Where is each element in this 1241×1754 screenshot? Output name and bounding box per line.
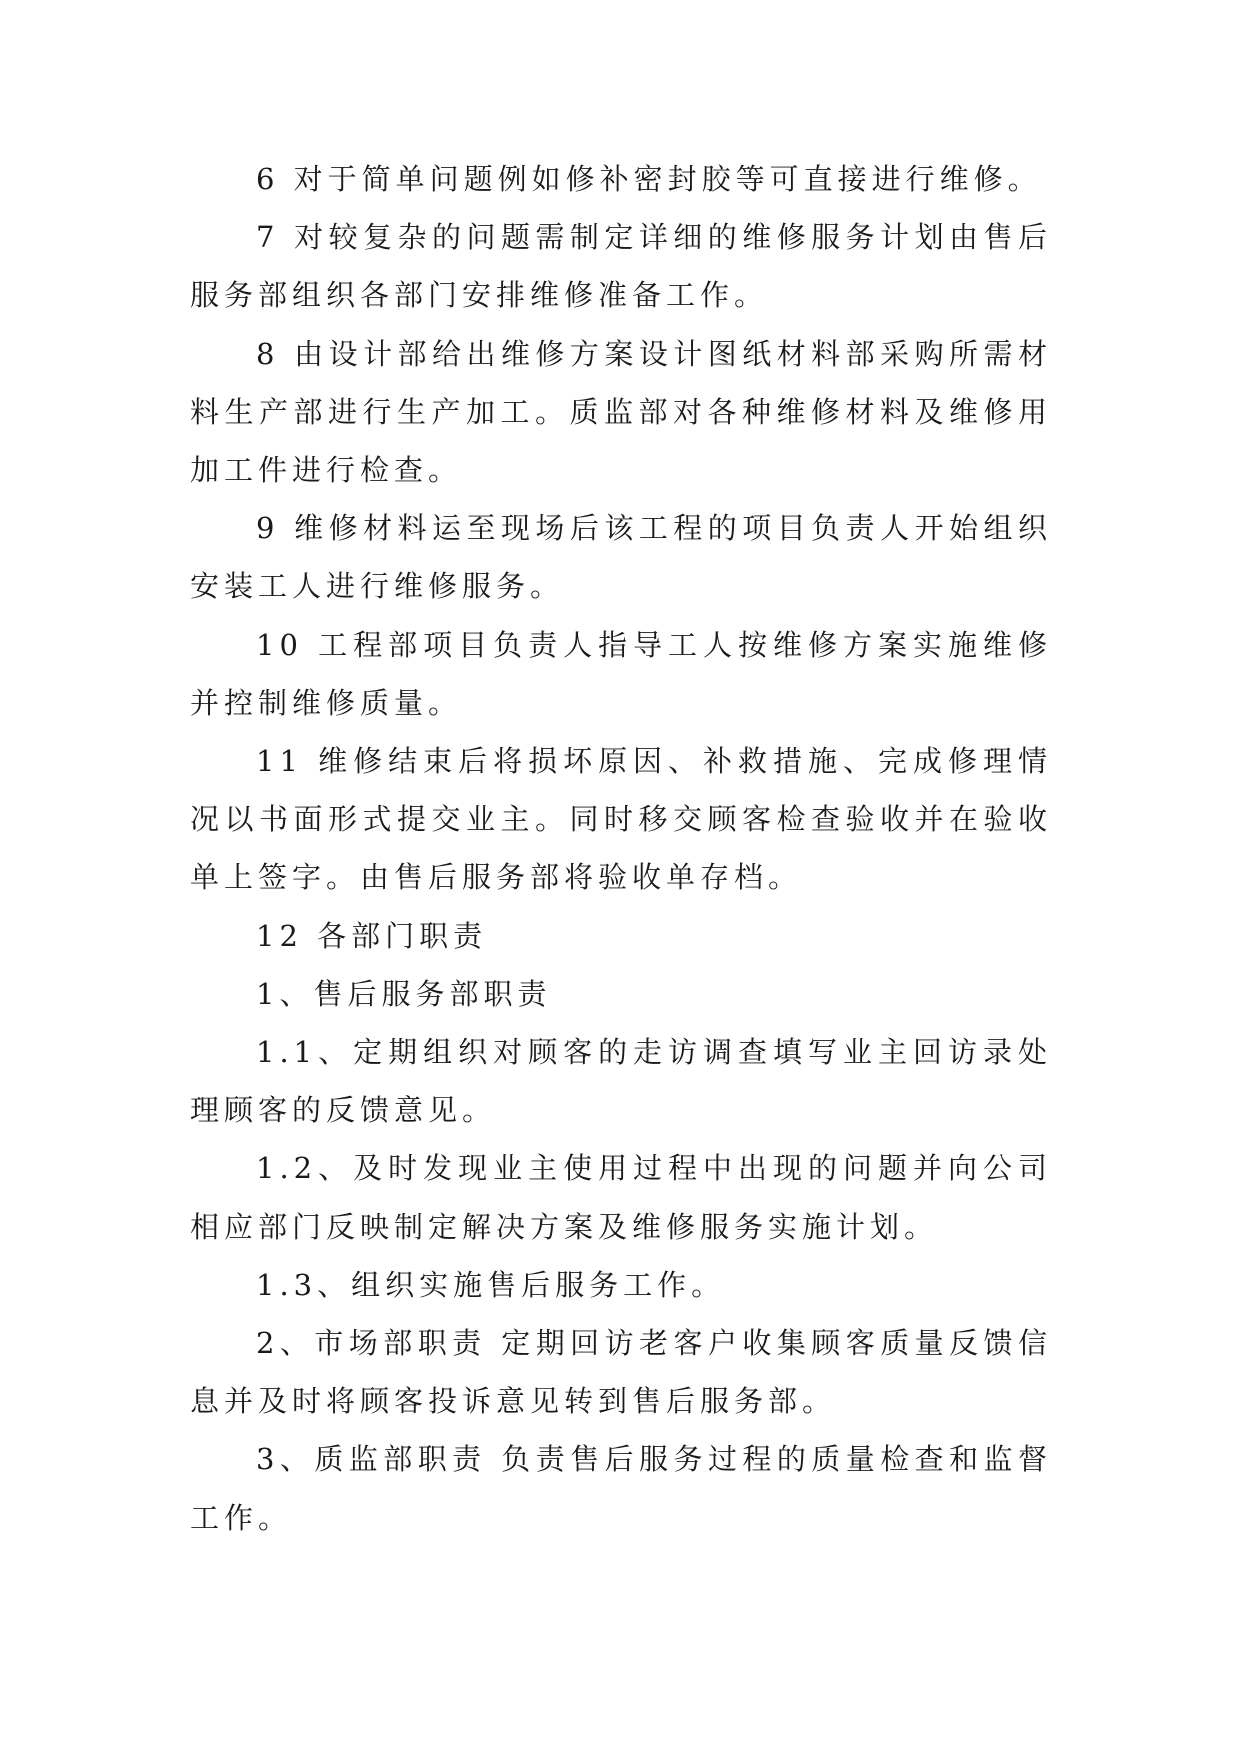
- paragraph-item-10: 10 工程部项目负责人指导工人按维修方案实施维修并控制维修质量。: [190, 627, 1052, 720]
- paragraph-item-1-3: 1.3、组织实施售后服务工作。: [256, 1267, 726, 1302]
- paragraph-item-8: 8 由设计部给出维修方案设计图纸材料部采购所需材料生产部进行生产加工。质监部对各种维修材料及维修用加工件进行检查。: [190, 336, 1052, 488]
- document-body: [190, 150, 1052, 1547]
- paragraph-item-1-1: 1.1、定期组织对顾客的走访调查填写业主回访录处理顾客的反馈意见。: [190, 1035, 1052, 1128]
- section-heading-responsibilities: 12 各部门职责: [256, 918, 488, 953]
- paragraph-item-1-2: 1.2、及时发现业主使用过程中出现的问题并向公司相应部门反映制定解决方案及维修服务实施计划。: [190, 1151, 1052, 1244]
- paragraph-market-dept: 2、市场部职责 定期回访老客户收集顾客质量反馈信息并及时将顾客投诉意见转到售后服务部。: [190, 1326, 1052, 1419]
- paragraph-quality-dept: 3、质监部职责 负责售后服务过程的质量检查和监督工作。: [190, 1442, 1052, 1535]
- paragraph-item-11: 11 维修结束后将损坏原因、补救措施、完成修理情况以书面形式提交业主。同时移交顾客检查验收并在验收单上签字。由售后服务部将验收单存档。: [190, 744, 1052, 895]
- paragraph-item-6: 6 对于简单问题例如修补密封胶等可直接进行维修。: [256, 162, 1042, 196]
- subheading-after-sales-dept: 1、售后服务部职责: [256, 976, 552, 1011]
- paragraph-item-9: 9 维修材料运至现场后该工程的项目负责人开始组织安装工人进行维修服务。: [190, 511, 1052, 604]
- paragraph-item-7: 7 对较复杂的问题需制定详细的维修服务计划由售后服务部组织各部门安排维修准备工作。: [190, 220, 1052, 313]
